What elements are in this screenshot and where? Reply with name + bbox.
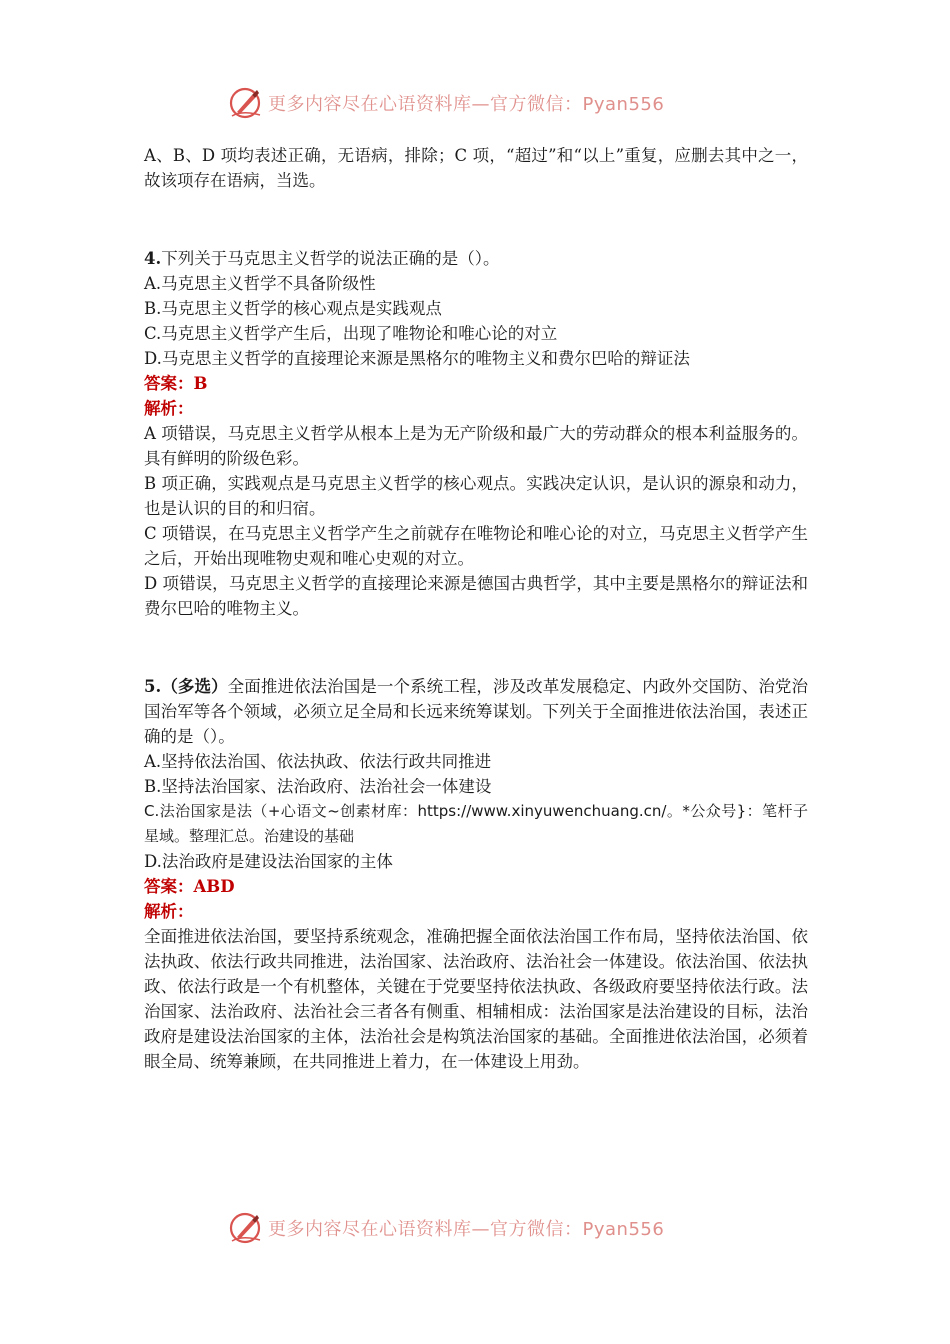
question-5-stem (144, 674, 808, 749)
answer-label: 答案： (144, 374, 194, 393)
answer-line (144, 874, 808, 899)
footer-banner (228, 1208, 728, 1248)
intro-paragraph: A、B、D 项均表述正确，无语病，排除；C 项，“超过”和“以上”重复，应删去其中之一，故该项存在语病，当选。 (144, 146, 808, 190)
analysis-paragraph: B 项正确，实践观点是马克思主义哲学的核心观点。实践决定认识，是认识的源泉和动力，也是认识的目的和归宿。 (144, 474, 808, 518)
option-b: B.马克思主义哲学的核心观点是实践观点 (144, 299, 442, 318)
question-4-stem (144, 246, 808, 271)
analysis-paragraph: C 项错误，在马克思主义哲学产生之前就存在唯物论和唯心论的对立，马克思主义哲学产生之后，开始出现唯物史观和唯心史观的对立。 (144, 524, 808, 568)
option-d: D.法治政府是建设法治国家的主体 (144, 852, 393, 871)
answer-value: B (193, 374, 208, 393)
banner-text: 更多内容尽在心语资料库—官方微信：Pyan556 (268, 1219, 665, 1240)
answer-line (144, 371, 808, 396)
question-type-tag: （多选） (161, 677, 228, 696)
analysis-paragraph: 全面推进依法治国，要坚持系统观念，准确把握全面依法治国工作布局，坚持依法治国、依法执政、依法行政共同推进，法治国家、法治政府、法治社会一体建设。依法治国、依法执政、依法行政是一个有机整体，关键在于党要坚持依法执政、各级政府要坚持依法行政。法治国家、法治政府、法治社会三者各有侧重、相辅相成：法治国家是法治建设的目标，法治政府是建设法治国家的主体，法治社会是构筑法治国家的基础。全面推进依法治国，必须着眼全局、统筹兼顾，在共同推进上着力，在一体建设上用劲。 (144, 927, 808, 1071)
option-a: A.坚持依法治国、依法执政、依法行政共同推进 (144, 752, 492, 771)
analysis-label: 解析： (144, 902, 194, 921)
option-c: C.马克思主义哲学产生后，出现了唯物论和唯心论的对立 (144, 324, 558, 343)
question-number: 5. (144, 677, 162, 696)
option-c: C.法治国家是法（+心语文~创素材库：https://www.xinyuwenchuang.cn/。*公众号}：笔杆子星域。整理汇总。治建设的基础 (144, 802, 808, 845)
answer-label: 答案： (144, 877, 194, 896)
analysis-paragraph: D 项错误，马克思主义哲学的直接理论来源是德国古典哲学，其中主要是黑格尔的辩证法和费尔巴哈的唯物主义。 (144, 574, 808, 618)
pen-logo-icon (228, 1210, 264, 1246)
banner-text: 更多内容尽在心语资料库—官方微信：Pyan556 (268, 94, 665, 115)
option-b: B.坚持法治国家、法治政府、法治社会一体建设 (144, 777, 492, 796)
pen-logo-icon (228, 85, 264, 121)
question-number: 4. (144, 249, 162, 268)
question-text: 全面推进依法治国是一个系统工程，涉及改革发展稳定、内政外交国防、治党治国治军等各个领域，必须立足全局和长远来统筹谋划。下列关于全面推进依法治国，表述正确的是（）。 (144, 677, 809, 746)
document-body (144, 143, 808, 1074)
option-d: D.马克思主义哲学的直接理论来源是黑格尔的唯物主义和费尔巴哈的辩证法 (144, 349, 690, 368)
header-banner (228, 83, 728, 123)
question-text: 下列关于马克思主义哲学的说法正确的是（）。 (161, 249, 500, 268)
answer-value: ABD (193, 877, 235, 896)
option-a: A.马克思主义哲学不具备阶级性 (144, 274, 376, 293)
analysis-label: 解析： (144, 399, 194, 418)
analysis-paragraph: A 项错误，马克思主义哲学从根本上是为无产阶级和最广大的劳动群众的根本利益服务的。具有鲜明的阶级色彩。 (144, 424, 808, 468)
